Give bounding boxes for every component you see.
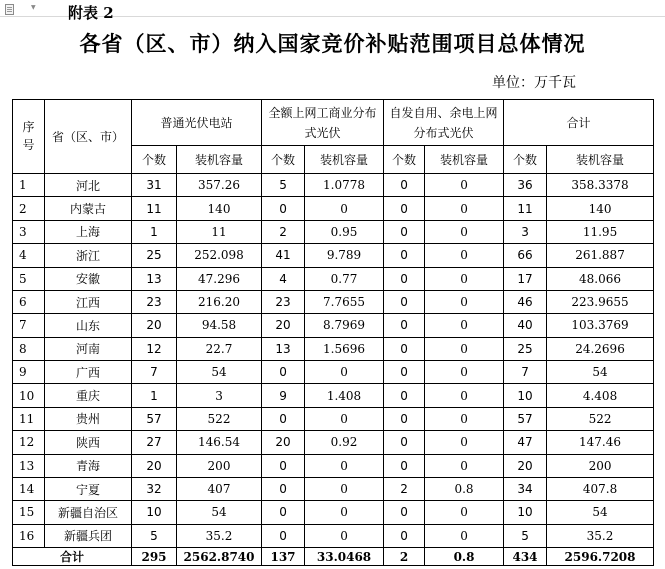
- capacity-cell: 0: [425, 314, 504, 337]
- province-name: 内蒙古: [45, 197, 132, 220]
- capacity-cell: 8.7969: [305, 314, 384, 337]
- province-name: 河南: [45, 337, 132, 360]
- count-cell: 0: [384, 407, 425, 430]
- count-cell: 11: [504, 197, 547, 220]
- capacity-cell: 0: [305, 407, 384, 430]
- count-cell: 0: [384, 384, 425, 407]
- count-cell: 25: [504, 337, 547, 360]
- count-cell: 10: [132, 501, 177, 524]
- count-cell: 11: [132, 197, 177, 220]
- table-row: [13, 267, 654, 290]
- table-row: [13, 314, 654, 337]
- province-name: 重庆: [45, 384, 132, 407]
- count-cell: 0: [384, 174, 425, 197]
- count-cell: 10: [504, 501, 547, 524]
- count-cell: 17: [504, 267, 547, 290]
- count-cell: 0: [262, 501, 305, 524]
- capacity-cell: 0: [425, 384, 504, 407]
- header-group-ordinary-pv: 普通光伏电站: [132, 100, 262, 146]
- header-group-full-grid-distributed: 全额上网工商业分布式光伏: [262, 100, 384, 146]
- total-row: [13, 548, 654, 566]
- province-name: 江西: [45, 290, 132, 313]
- count-cell: 25: [132, 244, 177, 267]
- capacity-cell: 24.2696: [547, 337, 654, 360]
- count-cell: 13: [132, 267, 177, 290]
- row-number: 9: [13, 361, 45, 384]
- header-capacity: 装机容量: [305, 146, 384, 174]
- capacity-cell: 0: [305, 524, 384, 547]
- capacity-cell: 7.7655: [305, 290, 384, 313]
- capacity-cell: 35.2: [547, 524, 654, 547]
- count-cell: 0: [384, 197, 425, 220]
- capacity-cell: 0.8: [425, 477, 504, 500]
- count-cell: 0: [384, 524, 425, 547]
- row-number: 2: [13, 197, 45, 220]
- header-capacity: 装机容量: [177, 146, 262, 174]
- count-cell: 66: [504, 244, 547, 267]
- total-cell: 33.0468: [305, 548, 384, 566]
- header-group-self-use-distributed: 自发自用、余电上网分布式光伏: [384, 100, 504, 146]
- row-number: 8: [13, 337, 45, 360]
- count-cell: 46: [504, 290, 547, 313]
- count-cell: 2: [262, 220, 305, 243]
- capacity-cell: 0: [305, 477, 384, 500]
- capacity-cell: 22.7: [177, 337, 262, 360]
- count-cell: 3: [504, 220, 547, 243]
- capacity-cell: 147.46: [547, 431, 654, 454]
- count-cell: 5: [132, 524, 177, 547]
- total-cell: 434: [504, 548, 547, 566]
- capacity-cell: 0: [425, 454, 504, 477]
- count-cell: 1: [132, 384, 177, 407]
- count-cell: 5: [504, 524, 547, 547]
- count-cell: 0: [384, 454, 425, 477]
- total-cell: 295: [132, 548, 177, 566]
- row-number: 7: [13, 314, 45, 337]
- capacity-cell: 0: [425, 431, 504, 454]
- capacity-cell: 48.066: [547, 267, 654, 290]
- capacity-cell: 0: [425, 337, 504, 360]
- count-cell: 10: [504, 384, 547, 407]
- count-cell: 5: [262, 174, 305, 197]
- capacity-cell: 0: [425, 174, 504, 197]
- capacity-cell: 4.408: [547, 384, 654, 407]
- count-cell: 57: [504, 407, 547, 430]
- capacity-cell: 0: [425, 244, 504, 267]
- capacity-cell: 0.77: [305, 267, 384, 290]
- count-cell: 0: [384, 244, 425, 267]
- count-cell: 7: [504, 361, 547, 384]
- header-count: 个数: [262, 146, 305, 174]
- capacity-cell: 252.098: [177, 244, 262, 267]
- document-icon: [5, 4, 14, 15]
- province-name: 新疆兵团: [45, 524, 132, 547]
- province-name: 山东: [45, 314, 132, 337]
- capacity-cell: 1.0778: [305, 174, 384, 197]
- count-cell: 20: [132, 314, 177, 337]
- count-cell: 0: [384, 361, 425, 384]
- province-name: 上海: [45, 220, 132, 243]
- capacity-cell: 140: [547, 197, 654, 220]
- capacity-cell: 54: [177, 501, 262, 524]
- count-cell: 0: [384, 337, 425, 360]
- province-name: 新疆自治区: [45, 501, 132, 524]
- capacity-cell: 140: [177, 197, 262, 220]
- appendix-label: 附表 2: [68, 4, 114, 22]
- count-cell: 20: [504, 454, 547, 477]
- data-table: [12, 99, 654, 566]
- table-row: [13, 197, 654, 220]
- dropdown-arrow-icon: ▼: [31, 4, 36, 11]
- total-label: 合计: [13, 548, 132, 566]
- count-cell: 41: [262, 244, 305, 267]
- count-cell: 9: [262, 384, 305, 407]
- row-number: 4: [13, 244, 45, 267]
- count-cell: 0: [384, 314, 425, 337]
- table-row: [13, 454, 654, 477]
- province-name: 贵州: [45, 407, 132, 430]
- capacity-cell: 200: [547, 454, 654, 477]
- unit-label: 单位：万千瓦: [492, 75, 576, 91]
- count-cell: 13: [262, 337, 305, 360]
- capacity-cell: 3: [177, 384, 262, 407]
- header-capacity: 装机容量: [425, 146, 504, 174]
- capacity-cell: 54: [547, 361, 654, 384]
- count-cell: 0: [384, 267, 425, 290]
- capacity-cell: 200: [177, 454, 262, 477]
- capacity-cell: 94.58: [177, 314, 262, 337]
- capacity-cell: 0.92: [305, 431, 384, 454]
- row-number: 10: [13, 384, 45, 407]
- row-number: 11: [13, 407, 45, 430]
- total-cell: 2562.8740: [177, 548, 262, 566]
- table-row: [13, 477, 654, 500]
- table-row: [13, 174, 654, 197]
- table-row: [13, 501, 654, 524]
- count-cell: 0: [262, 454, 305, 477]
- table-row: [13, 384, 654, 407]
- province-name: 安徽: [45, 267, 132, 290]
- province-name: 河北: [45, 174, 132, 197]
- count-cell: 32: [132, 477, 177, 500]
- province-name: 广西: [45, 361, 132, 384]
- count-cell: 27: [132, 431, 177, 454]
- row-number: 1: [13, 174, 45, 197]
- capacity-cell: 407.8: [547, 477, 654, 500]
- capacity-cell: 0: [305, 454, 384, 477]
- header-count: 个数: [384, 146, 425, 174]
- count-cell: 2: [384, 477, 425, 500]
- count-cell: 57: [132, 407, 177, 430]
- row-number: 3: [13, 220, 45, 243]
- header-seq: 序号: [13, 100, 45, 174]
- capacity-cell: 0: [305, 197, 384, 220]
- capacity-cell: 11: [177, 220, 262, 243]
- count-cell: 0: [262, 524, 305, 547]
- count-cell: 23: [132, 290, 177, 313]
- count-cell: 0: [384, 290, 425, 313]
- count-cell: 36: [504, 174, 547, 197]
- table-row: [13, 244, 654, 267]
- count-cell: 20: [132, 454, 177, 477]
- count-cell: 0: [384, 431, 425, 454]
- capacity-cell: 146.54: [177, 431, 262, 454]
- count-cell: 0: [262, 407, 305, 430]
- capacity-cell: 522: [177, 407, 262, 430]
- table-row: [13, 407, 654, 430]
- row-number: 12: [13, 431, 45, 454]
- capacity-cell: 54: [177, 361, 262, 384]
- count-cell: 0: [262, 477, 305, 500]
- capacity-cell: 54: [547, 501, 654, 524]
- capacity-cell: 0: [425, 267, 504, 290]
- row-number: 16: [13, 524, 45, 547]
- table-row: [13, 524, 654, 547]
- total-cell: 137: [262, 548, 305, 566]
- capacity-cell: 0: [425, 197, 504, 220]
- count-cell: 1: [132, 220, 177, 243]
- table-row: [13, 431, 654, 454]
- province-name: 宁夏: [45, 477, 132, 500]
- capacity-cell: 1.5696: [305, 337, 384, 360]
- count-cell: 20: [262, 314, 305, 337]
- capacity-cell: 0: [305, 501, 384, 524]
- capacity-cell: 261.887: [547, 244, 654, 267]
- capacity-cell: 216.20: [177, 290, 262, 313]
- capacity-cell: 0.95: [305, 220, 384, 243]
- header-group-total: 合计: [504, 100, 654, 146]
- count-cell: 20: [262, 431, 305, 454]
- row-number: 13: [13, 454, 45, 477]
- count-cell: 7: [132, 361, 177, 384]
- capacity-cell: 0: [425, 290, 504, 313]
- row-number: 6: [13, 290, 45, 313]
- capacity-cell: 522: [547, 407, 654, 430]
- total-cell: 2: [384, 548, 425, 566]
- capacity-cell: 407: [177, 477, 262, 500]
- capacity-cell: 1.408: [305, 384, 384, 407]
- capacity-cell: 223.9655: [547, 290, 654, 313]
- header-count: 个数: [504, 146, 547, 174]
- row-number: 14: [13, 477, 45, 500]
- count-cell: 34: [504, 477, 547, 500]
- header-capacity: 装机容量: [547, 146, 654, 174]
- capacity-cell: 0: [425, 407, 504, 430]
- capacity-cell: 0: [425, 524, 504, 547]
- province-name: 浙江: [45, 244, 132, 267]
- capacity-cell: 35.2: [177, 524, 262, 547]
- count-cell: 40: [504, 314, 547, 337]
- count-cell: 0: [384, 501, 425, 524]
- total-cell: 0.8: [425, 548, 504, 566]
- capacity-cell: 0: [425, 501, 504, 524]
- header-province: 省（区、市）: [45, 100, 132, 174]
- count-cell: 0: [262, 197, 305, 220]
- capacity-cell: 11.95: [547, 220, 654, 243]
- count-cell: 23: [262, 290, 305, 313]
- table-row: [13, 290, 654, 313]
- table-row: [13, 220, 654, 243]
- capacity-cell: 9.789: [305, 244, 384, 267]
- capacity-cell: 357.26: [177, 174, 262, 197]
- count-cell: 4: [262, 267, 305, 290]
- count-cell: 31: [132, 174, 177, 197]
- province-name: 陕西: [45, 431, 132, 454]
- page-title: 各省（区、市）纳入国家竞价补贴范围项目总体情况: [79, 32, 586, 56]
- total-cell: 2596.7208: [547, 548, 654, 566]
- count-cell: 0: [384, 220, 425, 243]
- capacity-cell: 358.3378: [547, 174, 654, 197]
- capacity-cell: 47.296: [177, 267, 262, 290]
- capacity-cell: 0: [305, 361, 384, 384]
- row-number: 5: [13, 267, 45, 290]
- table-row: [13, 361, 654, 384]
- count-cell: 12: [132, 337, 177, 360]
- province-name: 青海: [45, 454, 132, 477]
- capacity-cell: 0: [425, 361, 504, 384]
- count-cell: 47: [504, 431, 547, 454]
- table-row: [13, 337, 654, 360]
- row-number: 15: [13, 501, 45, 524]
- capacity-cell: 103.3769: [547, 314, 654, 337]
- count-cell: 0: [262, 361, 305, 384]
- header-count: 个数: [132, 146, 177, 174]
- capacity-cell: 0: [425, 220, 504, 243]
